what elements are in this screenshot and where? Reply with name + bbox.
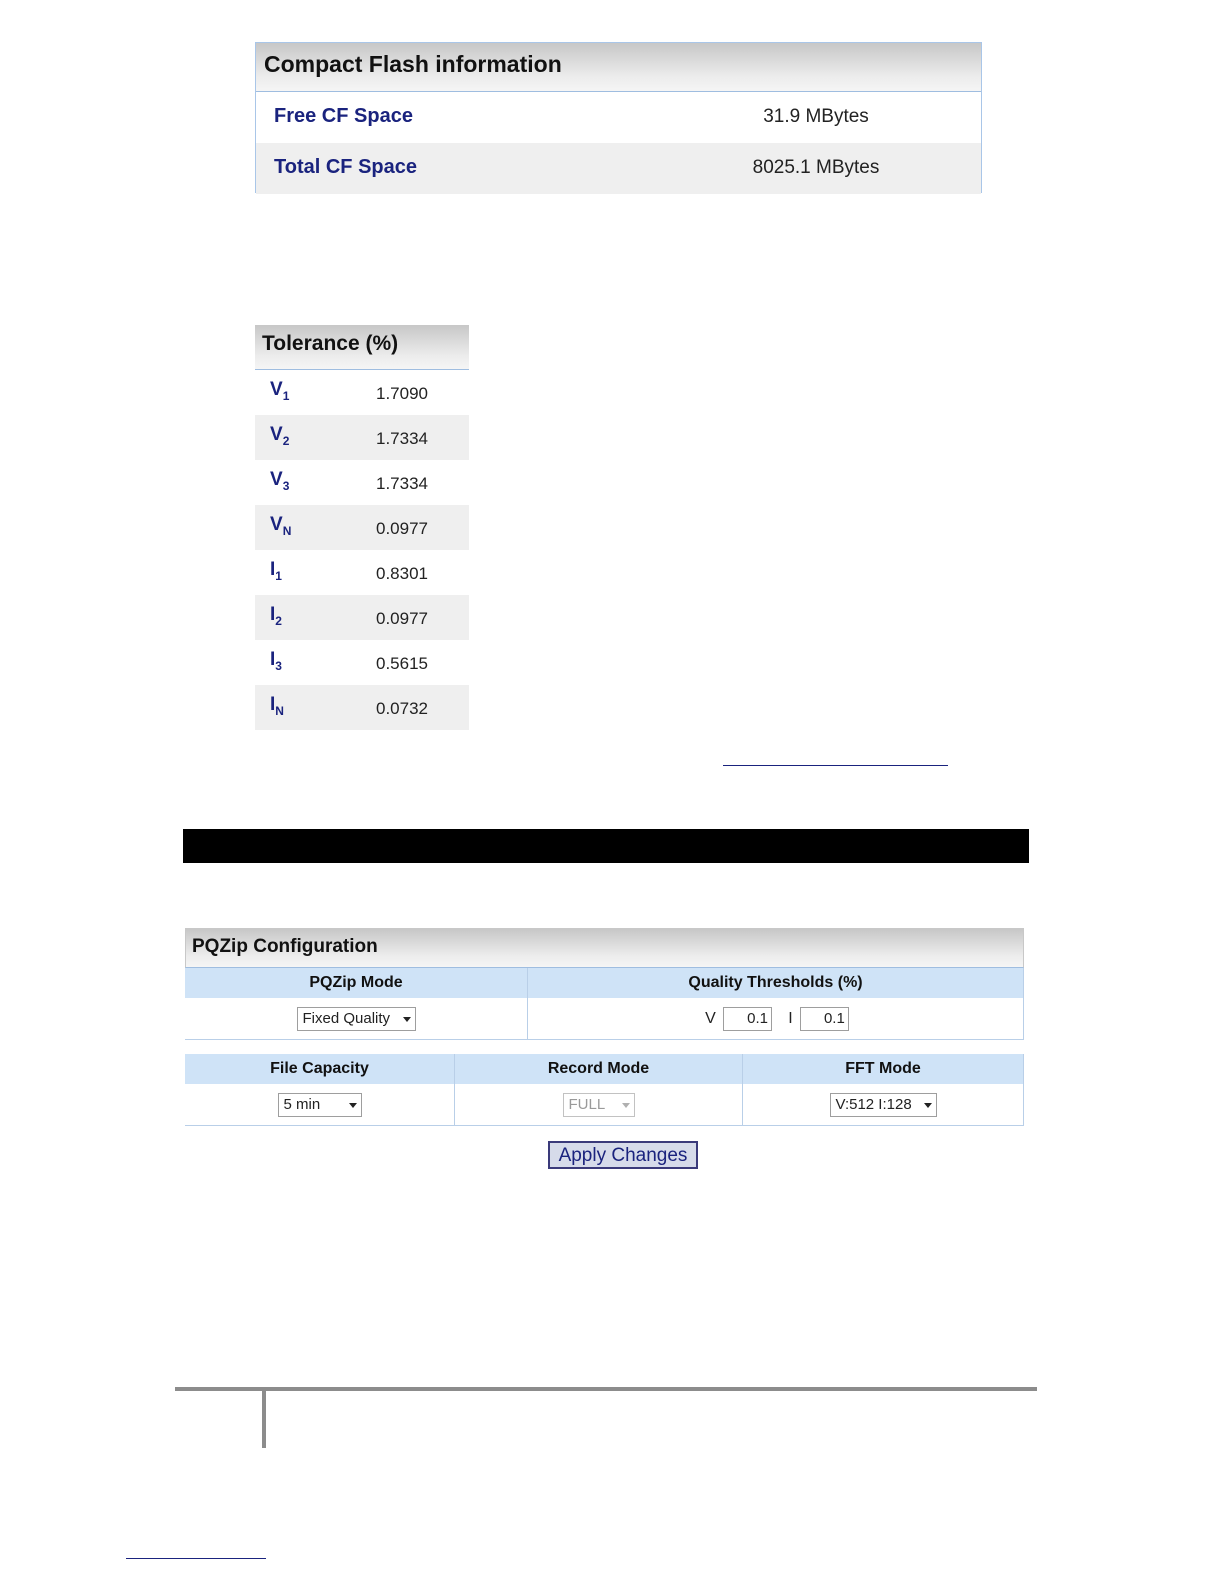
chevron-down-icon xyxy=(622,1103,630,1108)
tolerance-value: 1.7090 xyxy=(376,384,428,403)
tolerance-symbol: $I_2$ xyxy=(270,604,282,628)
fft-mode-cell xyxy=(743,1084,1024,1126)
chevron-down-icon xyxy=(924,1103,932,1108)
tolerance-symbol: $V_N$ xyxy=(270,514,292,538)
v-threshold-input[interactable]: 0.1 xyxy=(723,1007,772,1031)
recording-options-table xyxy=(185,1054,1024,1126)
compact-flash-title: Compact Flash information xyxy=(256,43,981,92)
tolerance-value: 0.5615 xyxy=(376,654,428,673)
tolerance-symbol: $V_3$ xyxy=(270,469,290,493)
tolerance-title: Tolerance (%) xyxy=(255,325,469,370)
apply-changes-button[interactable]: Apply Changes xyxy=(548,1141,698,1169)
tolerance-symbol: $V_2$ xyxy=(270,424,290,448)
tolerance-symbol: $V_1$ xyxy=(270,379,290,403)
footer-divider xyxy=(175,1387,1037,1391)
pqzip-config-panel xyxy=(185,928,1024,1129)
tolerance-symbol: $I_N$ xyxy=(270,694,284,718)
tolerance-symbol: $I_1$ xyxy=(270,559,282,583)
record-mode-select xyxy=(563,1093,635,1117)
v-threshold-label: V xyxy=(705,1009,716,1027)
record-mode-header: Record Mode xyxy=(455,1054,743,1084)
chevron-down-icon xyxy=(349,1103,357,1108)
total-cf-space-label: Total CF Space xyxy=(274,156,417,178)
pqzip-mode-select[interactable] xyxy=(297,1007,416,1031)
file-capacity-header: File Capacity xyxy=(185,1054,455,1084)
free-cf-space-value: 31.9 MBytes xyxy=(763,106,869,127)
record-mode-cell xyxy=(455,1084,743,1126)
quality-thresholds-header: Quality Thresholds (%) xyxy=(528,968,1024,998)
i-threshold-label: I xyxy=(788,1009,793,1027)
total-cf-space-row xyxy=(256,143,981,194)
pqzip-config-title: PQZip Configuration xyxy=(185,928,1024,968)
i-threshold-input[interactable]: 0.1 xyxy=(800,1007,849,1031)
tolerance-value: 0.0732 xyxy=(376,699,428,718)
pqzip-mode-table xyxy=(185,968,1024,1040)
file-capacity-select[interactable] xyxy=(278,1093,362,1117)
tolerance-row xyxy=(255,505,469,550)
chevron-down-icon xyxy=(403,1017,411,1022)
pqzip-mode-selected-value: Fixed Quality xyxy=(302,1009,391,1027)
record-mode-selected-value: FULL xyxy=(568,1095,606,1113)
total-cf-space-value: 8025.1 MBytes xyxy=(752,157,880,178)
tolerance-value: 0.0977 xyxy=(376,609,428,628)
tolerance-row xyxy=(255,370,469,415)
tolerance-row xyxy=(255,685,469,730)
section-heading-bar xyxy=(183,829,1029,863)
free-cf-space-label: Free CF Space xyxy=(274,105,413,127)
fft-mode-selected-value: V:512 I:128 xyxy=(835,1095,912,1113)
tolerance-value: 0.0977 xyxy=(376,519,428,538)
link-underline xyxy=(723,765,948,766)
tolerance-value: 1.7334 xyxy=(376,474,428,493)
tolerance-value: 1.7334 xyxy=(376,429,428,448)
footer-link-underline xyxy=(126,1558,266,1559)
tolerance-row xyxy=(255,460,469,505)
tolerance-row xyxy=(255,595,469,640)
fft-mode-header: FFT Mode xyxy=(743,1054,1024,1084)
tolerance-symbol: $I_3$ xyxy=(270,649,282,673)
free-cf-space-row xyxy=(256,92,981,143)
quality-thresholds-cell xyxy=(528,998,1024,1040)
tolerance-value: 0.8301 xyxy=(376,564,428,583)
footer-vertical-divider xyxy=(262,1391,266,1448)
tolerance-row xyxy=(255,640,469,685)
tolerance-row xyxy=(255,415,469,460)
pqzip-mode-header: PQZip Mode xyxy=(185,968,528,998)
fft-mode-select[interactable] xyxy=(830,1093,937,1117)
pqzip-mode-cell xyxy=(185,998,528,1040)
file-capacity-cell xyxy=(185,1084,455,1126)
tolerance-row xyxy=(255,550,469,595)
compact-flash-panel xyxy=(255,42,982,193)
tolerance-panel xyxy=(255,325,469,729)
file-capacity-selected-value: 5 min xyxy=(283,1095,321,1113)
